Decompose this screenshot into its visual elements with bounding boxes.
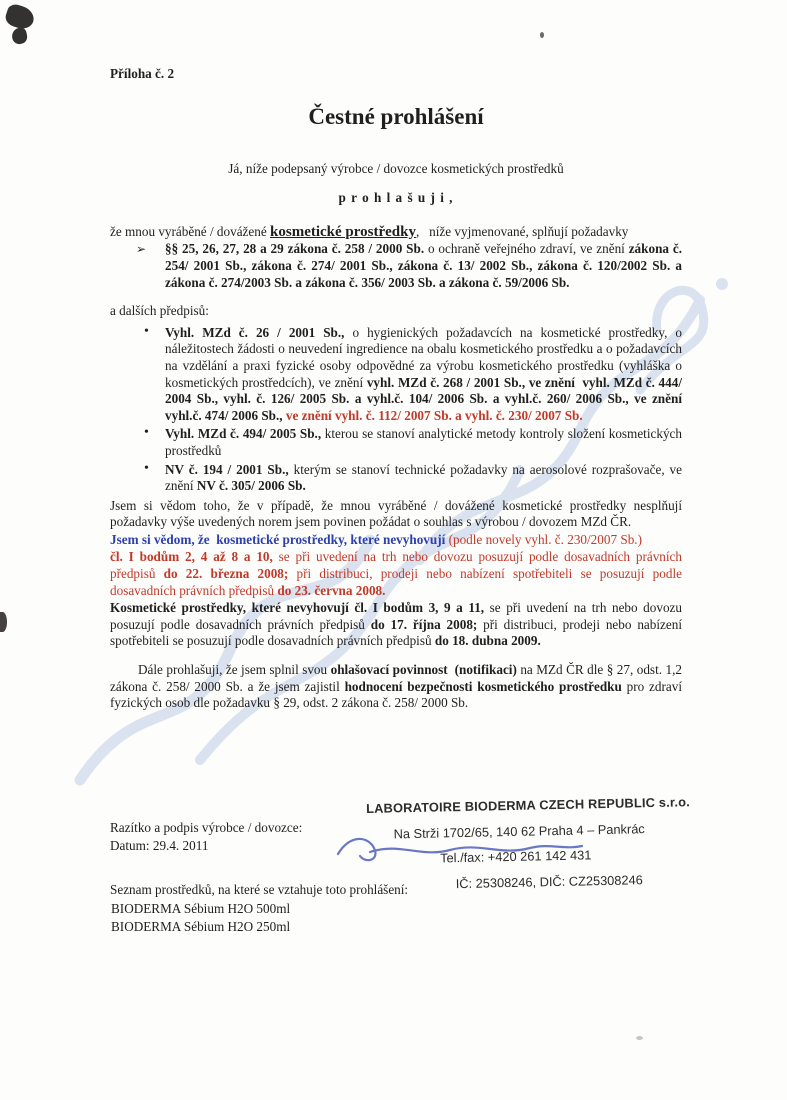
text-run: zákona č. 254/ 2001 Sb., zákona č. 274/ 2001 Sb., zákona č. 13/ 2002 Sb., zákona č. 120/2002 Sb. a zákona č. 274/2003 Sb. a zákona č. 356/ 2003 Sb. a zákona č. 59/2006 Sb.	[165, 241, 682, 290]
text-run: vyhl. MZd č. 268 / 2001 Sb., ve znění vyhl. MZd č. 444/ 2004 Sb., vyhl. č. 126/ 2005 Sb. a vyhl.č. 104/ 2006 Sb. a vyhl.č. 260/ 2006 Sb., ve znění vyhl.č. 474/ 2006 Sb.,	[165, 374, 682, 423]
text-run: NV č. 194 / 2001 Sb.,	[165, 461, 289, 477]
text-run: při distribuci, prodeji nebo nabízení spotřebiteli se posuzují podle dosavadních právních předpisů	[110, 616, 682, 649]
text-run: §§ 25, 26, 27, 28 a 29 zákona č. 258 / 2000 Sb.	[165, 241, 425, 257]
text-run: pro zdraví fyzických osob dle požadavku § 29, odst. 2 zákona č. 258/ 2000 Sb.	[110, 678, 682, 711]
text-run: Kosmetické prostředky, které nevyhovují čl. I bodům 3, 9 a 11,	[110, 600, 485, 616]
paragraph-awareness: Jsem si vědom toho, že v případě, že mnou vyráběné / dovážené kosmetické prostředky nesplňují požadavky výše uvedených norem jsem povinen požádat o souhlas s výrobou / dovozem MZd ČR.	[110, 497, 682, 530]
text-run: do 18. dubna 2009.	[434, 633, 541, 649]
stamp-company-ids: IČ: 25308246, DIČ: CZ25308246	[455, 872, 643, 892]
text-run: Dále prohlašuji, že jsem splnil svou	[138, 662, 331, 678]
text-run-red: při distribuci, prodeji nebo nabízení spotřebiteli se posuzují podle dosavadních právních předpisů	[110, 566, 682, 598]
further-regulations-label: a dalších předpisů:	[110, 303, 209, 319]
text-run-red: do 23. června 2008.	[277, 582, 386, 598]
signature-scribble	[330, 824, 590, 868]
attachment-label: Příloha č. 2	[110, 66, 175, 81]
text-run: Vyhl. MZd č. 26 / 2001 Sb.,	[165, 324, 345, 340]
product-item: BIODERMA Sébium H2O 500ml	[111, 901, 291, 916]
text-run: o ochraně veřejného zdraví, ve znění	[424, 241, 629, 257]
text-run: o hygienických požadavcích na kosmetické prostředky, o náležitostech žádosti o neuvedení ingredience na obalu kosmetického prostředku a o požadavcích na vzdělání a praxi fyzické osoby odpovědné za výrobu kosmetického prostředku (vyhláška o kosmetických prostředcích), ve znění	[165, 324, 682, 390]
text-run: že mnou vyráběné / dovážené	[110, 223, 271, 239]
text-run: se při uvedení na trh nebo dovozu posuzují podle dosavadních právních předpisů	[110, 600, 682, 632]
text-run: NV č. 305/ 2006 Sb.	[196, 478, 306, 494]
text-run: na MZd ČR dle § 27, odst. 1,2 zákona č. 258/ 2000 Sb. a že jsem zajistil	[110, 662, 682, 694]
scan-artifact	[540, 32, 544, 38]
text-run-blue: Jsem si vědom, že kosmetické prostředky, které nevyhovují	[110, 531, 449, 547]
document-title: Čestné prohlášení	[308, 103, 484, 129]
product-item: BIODERMA Sébium H2O 250ml	[111, 919, 291, 934]
text-run: hodnocení bezpečnosti kosmetického prostředku	[344, 678, 622, 694]
date-line: Datum: 29.4. 2011	[110, 838, 209, 853]
arrow-bullet-icon: ➢	[136, 242, 147, 257]
stamp-company-name: LABORATOIRE BIODERMA CZECH REPUBLIC s.r.o.	[365, 794, 691, 816]
text-run-red: do 22. března 2008;	[163, 566, 289, 582]
scan-artifact	[636, 1036, 643, 1040]
text-run: , níže vyjmenované, splňují požadavky	[415, 223, 629, 239]
bullet-icon: •	[144, 460, 149, 476]
text-run-red: čl. I bodům 2, 4 až 8 a 10,	[110, 549, 273, 565]
text-run-red: se při uvedení na trh nebo dovozu posuzují podle dosavadních právních předpisů	[110, 549, 682, 582]
stamp-signature-label: Razítko a podpis výrobce / dovozce:	[110, 820, 303, 835]
intro-line: Já, níže podepsaný výrobce / dovozce kosmetických prostředků	[228, 160, 564, 176]
text-run-products-bold: kosmetické prostředky	[270, 223, 416, 240]
bullet-icon: •	[144, 323, 149, 339]
text-run: kterou se stanoví analytické metody kontroly složení kosmetických prostředků	[165, 426, 682, 458]
text-run: ohlašovací povinnost (notifikaci)	[330, 662, 517, 678]
product-list-heading: Seznam prostředků, na které se vztahuje toto prohlášení:	[110, 882, 409, 897]
bullet-icon: •	[144, 425, 149, 441]
text-run: Vyhl. MZd č. 494/ 2005 Sb.,	[165, 426, 322, 442]
text-run-red: (podle novely vyhl. č. 230/2007 Sb.)	[448, 531, 642, 547]
text-run-red: ve znění vyhl. č. 112/ 2007 Sb. a vyhl. č. 230/ 2007 Sb.	[285, 407, 583, 423]
text-run: kterým se stanoví technické požadavky na aerosolové rozprašovače, ve znění	[165, 461, 682, 494]
declaration-word: p r o h l a š u j i ,	[338, 190, 454, 206]
text-run: do 17. října 2008;	[370, 616, 478, 632]
stamp-address: Na Strži 1702/65, 140 62 Praha 4 – Pankrác	[393, 821, 645, 842]
stamp-phone: Tel./fax: +420 261 142 431	[440, 847, 592, 866]
